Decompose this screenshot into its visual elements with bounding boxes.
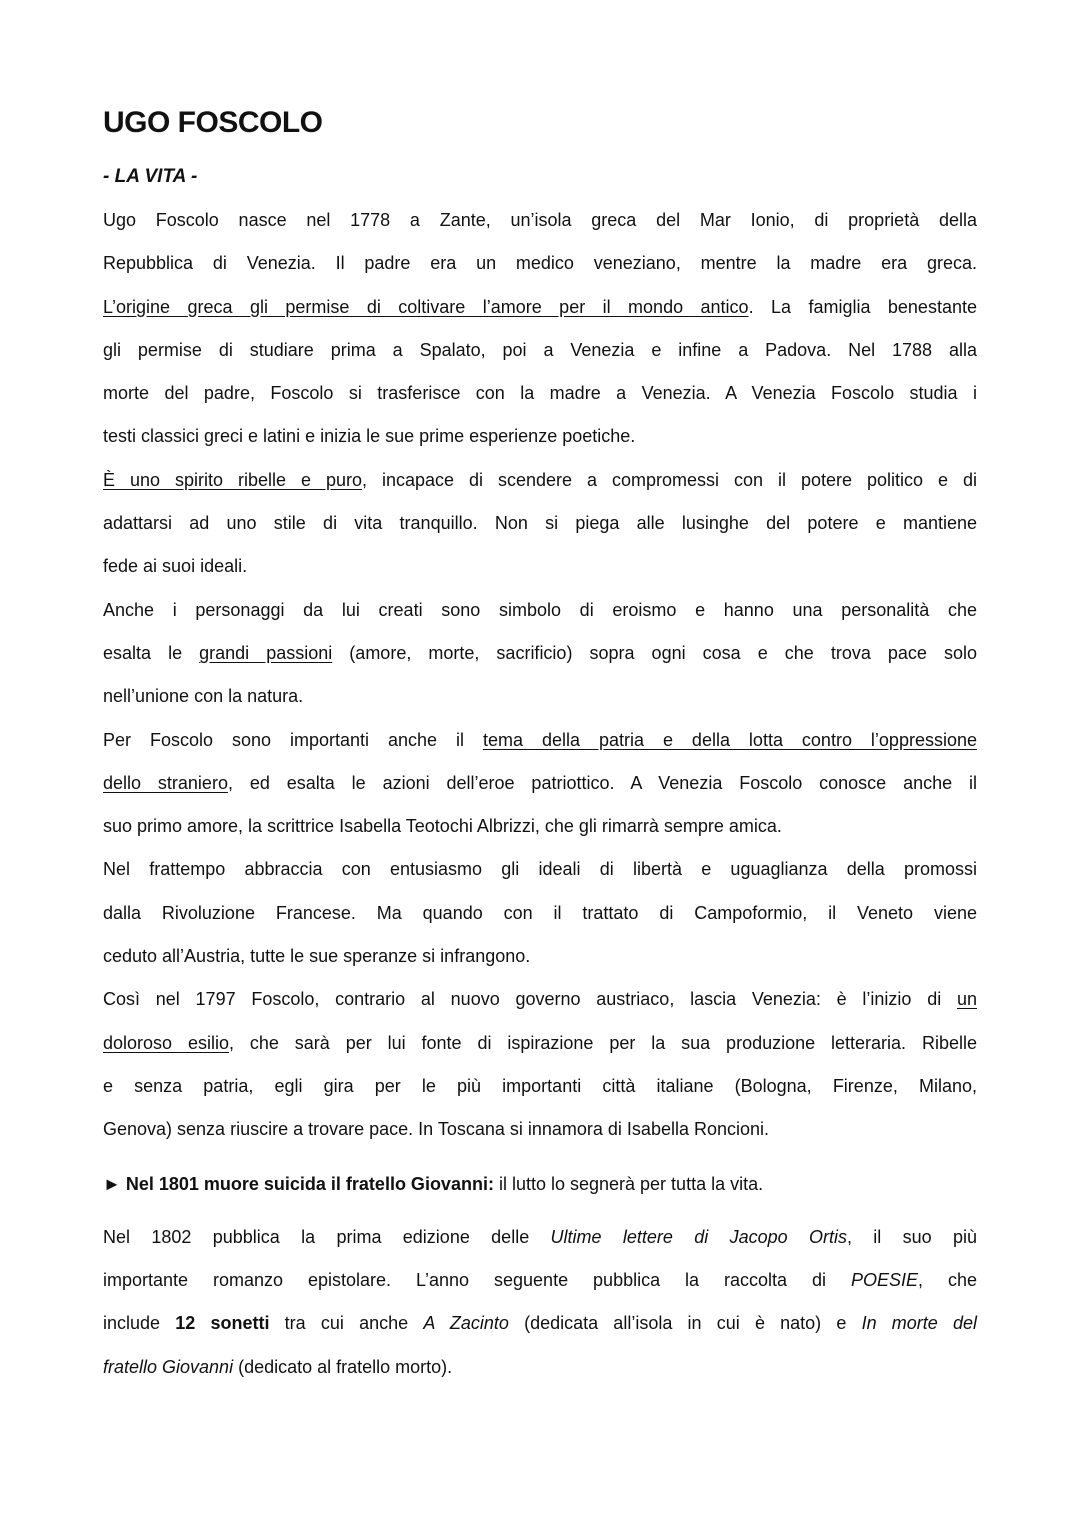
text-segment: gli permise di studiare prima a Spalato, poi a Venezia e infine a Padova. Nel 1788 alla bbox=[103, 339, 977, 360]
text-line bbox=[103, 199, 977, 242]
text-segment: Nel frattempo abbraccia con entusiasmo gli ideali di libertà e uguaglianza della promossi bbox=[103, 859, 977, 880]
underlined-text: tema della patria e della lotta contro l’oppressione bbox=[482, 729, 977, 750]
text-line bbox=[103, 1163, 977, 1206]
text-segment: (dedicato al fratello morto). bbox=[233, 1356, 453, 1377]
text-segment: Repubblica di Venezia. Il padre era un medico veneziano, mentre la madre era greca. bbox=[103, 253, 977, 274]
paragraph bbox=[103, 978, 977, 1151]
text-line bbox=[103, 286, 977, 329]
italic-text: Ultime lettere di Jacopo Ortis bbox=[550, 1226, 847, 1247]
text-segment: include bbox=[103, 1313, 176, 1334]
text-line bbox=[103, 502, 977, 545]
text-segment: (dedicata all’isola in cui è nato) e bbox=[508, 1313, 862, 1334]
text-segment: morte del padre, Foscolo si trasferisce con la madre a Venezia. A Venezia Foscolo studia i bbox=[103, 383, 977, 404]
underlined-text: un bbox=[956, 989, 977, 1010]
text-segment: , che sarà per lui fonte di ispirazione per la sua produzione letteraria. Ribelle bbox=[228, 1032, 977, 1053]
underlined-text: grandi passioni bbox=[199, 642, 333, 663]
paragraph bbox=[103, 719, 977, 849]
text-line bbox=[103, 675, 977, 718]
text-segment: Genova) senza riuscire a trovare pace. In Toscana si innamora di Isabella Roncioni. bbox=[103, 1119, 770, 1140]
text-segment: (amore, morte, sacrificio) sopra ogni cosa e che trova pace solo bbox=[332, 642, 977, 663]
italic-text: POESIE bbox=[850, 1270, 919, 1291]
text-line bbox=[103, 545, 977, 588]
text-segment: Per Foscolo sono importanti anche il bbox=[103, 729, 483, 750]
paragraph bbox=[103, 459, 977, 589]
text-line bbox=[103, 892, 977, 935]
text-segment: ceduto all’Austria, tutte le sue speranze si infrangono. bbox=[103, 946, 531, 967]
underlined-text: L’origine greca gli permise di coltivare l’amore per il mondo antico bbox=[103, 296, 749, 317]
text-segment: esalta le bbox=[103, 642, 200, 663]
text-segment: . La famiglia benestante bbox=[748, 296, 977, 317]
text-segment: il lutto lo segnerà per tutta la vita. bbox=[493, 1173, 764, 1194]
underlined-text: È uno spirito ribelle e puro bbox=[103, 469, 362, 490]
text-line bbox=[103, 1302, 977, 1345]
paragraph bbox=[103, 848, 977, 978]
text-segment: testi classici greci e latini e inizia le sue prime esperienze poetiche. bbox=[103, 426, 636, 447]
text-line bbox=[103, 372, 977, 415]
text-line bbox=[103, 415, 977, 458]
text-line bbox=[103, 632, 977, 675]
paragraph bbox=[103, 589, 977, 719]
text-line bbox=[103, 242, 977, 285]
text-line bbox=[103, 848, 977, 891]
text-line bbox=[103, 719, 977, 762]
text-line bbox=[103, 1065, 977, 1108]
document-title: UGO FOSCOLO bbox=[103, 106, 323, 139]
bold-text: Nel 1801 muore suicida il fratello Giovanni: bbox=[125, 1173, 494, 1194]
text-segment: suo primo amore, la scrittrice Isabella Teotochi Albrizzi, che gli rimarrà sempre amica. bbox=[103, 816, 782, 837]
text-segment: importante romanzo epistolare. L’anno seguente pubblica la raccolta di bbox=[103, 1270, 851, 1291]
underlined-text: doloroso esilio bbox=[103, 1032, 229, 1053]
text-segment: Nel 1802 pubblica la prima edizione delle bbox=[103, 1226, 551, 1247]
paragraph bbox=[103, 1216, 977, 1389]
text-segment: Così nel 1797 Foscolo, contrario al nuovo governo austriaco, lascia Venezia: è l’inizio di bbox=[103, 989, 957, 1010]
text-line bbox=[103, 1346, 977, 1389]
text-segment: Anche i personaggi da lui creati sono simbolo di eroismo e hanno una personalità che bbox=[103, 599, 977, 620]
text-line bbox=[103, 978, 977, 1021]
text-segment: nell’unione con la natura. bbox=[103, 686, 304, 707]
text-segment: Ugo Foscolo nasce nel 1778 a Zante, un’isola greca del Mar Ionio, di proprietà della bbox=[103, 210, 977, 230]
text-segment: , incapace di scendere a compromessi con il potere politico e di bbox=[362, 469, 977, 490]
text-line bbox=[103, 935, 977, 978]
text-segment: , il suo più bbox=[846, 1226, 977, 1247]
text-line bbox=[103, 589, 977, 632]
section-heading: - LA VITA - bbox=[103, 166, 198, 187]
text-line bbox=[103, 1216, 977, 1259]
text-segment: e senza patria, egli gira per le più importanti città italiane (Bologna, Firenze, Milano, bbox=[103, 1075, 977, 1096]
italic-text: In morte del bbox=[861, 1313, 978, 1334]
italic-text: A Zacinto bbox=[423, 1313, 509, 1334]
text-line bbox=[103, 1022, 977, 1065]
bold-text: ► bbox=[103, 1173, 126, 1194]
text-segment: fede ai suoi ideali. bbox=[103, 556, 248, 577]
text-line bbox=[103, 1108, 977, 1151]
text-segment: dalla Rivoluzione Francese. Ma quando con il trattato di Campoformio, il Veneto viene bbox=[103, 902, 977, 923]
text-line bbox=[103, 459, 977, 502]
text-segment: tra cui anche bbox=[269, 1313, 424, 1334]
text-line bbox=[103, 805, 977, 848]
underlined-text: dello straniero bbox=[103, 772, 228, 793]
text-segment: , che bbox=[918, 1270, 977, 1291]
paragraph bbox=[103, 199, 977, 459]
italic-text: fratello Giovanni bbox=[103, 1356, 234, 1377]
document-body bbox=[103, 199, 977, 1389]
bold-text: 12 sonetti bbox=[175, 1313, 270, 1334]
text-segment: adattarsi ad uno stile di vita tranquillo. Non si piega alle lusinghe del potere e mantiene bbox=[103, 513, 977, 534]
text-line bbox=[103, 329, 977, 372]
highlight-paragraph bbox=[103, 1163, 977, 1206]
text-line bbox=[103, 1259, 977, 1302]
text-segment: , ed esalta le azioni dell’eroe patriottico. A Venezia Foscolo conosce anche il bbox=[227, 772, 978, 793]
text-line bbox=[103, 762, 977, 805]
